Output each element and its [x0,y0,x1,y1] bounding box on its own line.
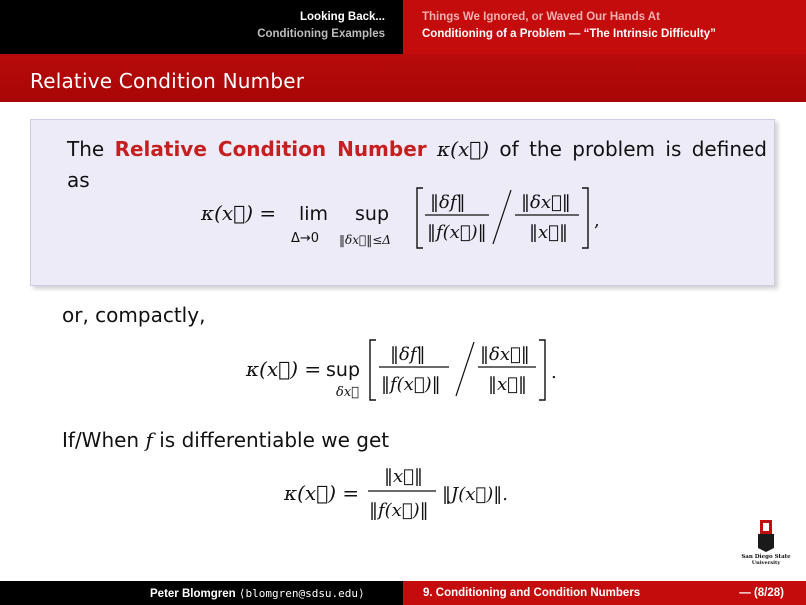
svg-text:‖x⃗‖: ‖x⃗‖ [384,466,423,487]
equation-definition [201,182,651,254]
eq1-lim: lim [299,203,329,225]
eq1-den2: ‖x⃗‖ [529,222,568,243]
nav-next-section[interactable]: Things We Ignored, or Waved Our Hands At [422,11,660,23]
svg-text:.: . [551,362,557,383]
nav-active-subsection[interactable]: Conditioning of a Problem — “The Intrinsic Difficulty” [422,28,716,40]
eq1-lim-sub: Δ→0 [291,231,320,246]
footer-topic[interactable]: 9. Conditioning and Condition Numbers [423,587,641,599]
svg-text:‖J(x⃗)‖.: ‖J(x⃗)‖. [442,484,508,505]
text-differentiable-post: is differentiable we get [159,428,390,452]
top-navigation [0,0,806,54]
text-f: f [145,428,153,452]
definition-as: as [67,168,90,192]
nav-subsection[interactable]: Conditioning Examples [257,28,385,40]
kappa-symbol: κ(x⃗) [437,137,490,161]
svg-text:κ(x⃗) =: κ(x⃗) = [246,357,322,381]
logo-line1: San Diego State [741,554,791,560]
footer [0,581,806,605]
nav-section-left[interactable] [0,0,403,54]
nav-section-right[interactable] [403,0,806,54]
equation-compact [246,334,576,404]
svg-text:‖δf‖: ‖δf‖ [390,344,426,365]
svg-text:sup: sup [326,359,361,381]
equation-jacobian [284,458,544,528]
text-ifwhen: If/When [62,428,140,452]
eq2-sup-sub: δx⃗ [336,385,359,400]
definition-lead: The [67,137,105,161]
eq1-sup-sub: ‖δx⃗‖≤Δ [339,233,391,247]
definition-block [30,119,775,286]
footer-author-block [0,581,403,605]
text-compactly: or, compactly, [62,303,206,327]
eq1-right-bracket [582,188,588,248]
nav-current-section[interactable]: Looking Back... [300,11,385,23]
eq1-num2: ‖δx⃗‖ [521,192,571,213]
eq1-kappa: κ(x⃗) = [201,201,277,225]
text-differentiable [62,428,389,452]
logo-line2: University [751,560,781,566]
svg-text:‖f(x⃗)‖: ‖f(x⃗)‖ [381,374,441,395]
eq1-left-bracket [417,188,423,248]
frame-title: Relative Condition Number [0,54,806,102]
svg-text:κ(x⃗) =: κ(x⃗) = [284,481,360,505]
svg-text:‖x⃗‖: ‖x⃗‖ [488,374,527,395]
footer-topic-block [403,581,806,605]
definition-sentence [67,137,767,161]
footer-author: Peter Blomgren [150,588,236,600]
svg-text:‖δx⃗‖: ‖δx⃗‖ [480,344,530,365]
eq1-num1: ‖δf‖ [430,192,466,213]
sdsu-logo [741,520,791,568]
svg-text:‖f(x⃗)‖: ‖f(x⃗)‖ [369,500,429,521]
definition-term: Relative Condition Number [114,137,427,161]
footer-page-number: — (8/28) [739,587,784,599]
eq1-den1: ‖f(x⃗)‖ [427,222,487,243]
definition-after: of the problem is defined [499,137,768,161]
svg-text:,: , [594,210,600,231]
eq1-sup: sup [355,203,390,225]
footer-email[interactable]: ⟨blomgren@sdsu.edu⟩ [238,587,365,600]
